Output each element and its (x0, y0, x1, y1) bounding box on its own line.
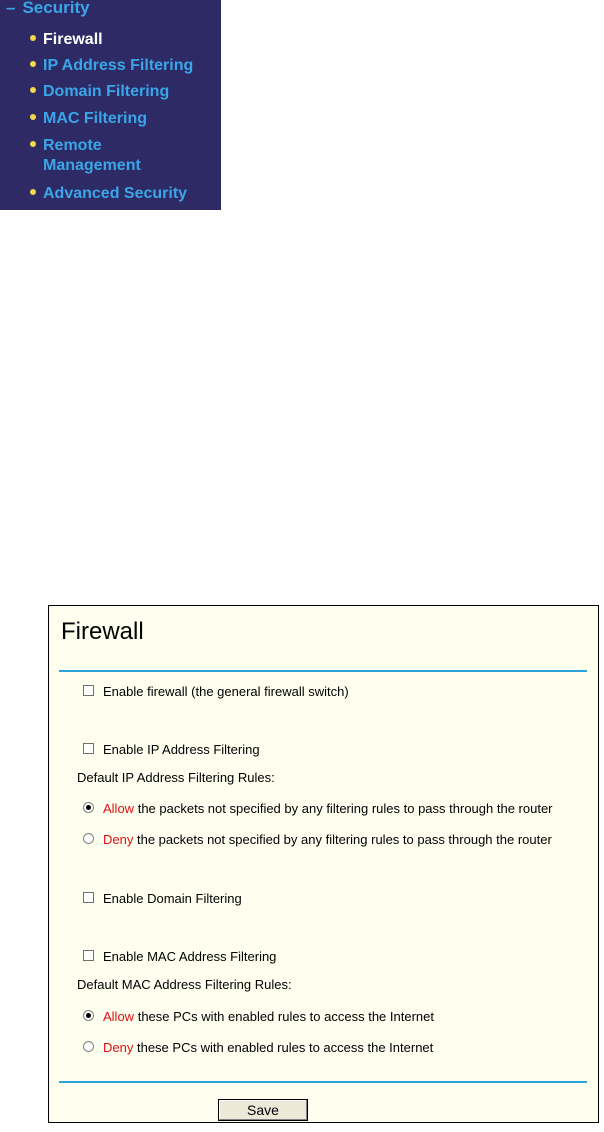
enable-domain-filtering-checkbox[interactable] (83, 892, 94, 903)
mac-allow-radio[interactable] (83, 1010, 94, 1021)
bullet-icon (30, 114, 36, 120)
enable-ip-filtering-row (83, 742, 260, 757)
menu-item-mac-filtering[interactable]: MAC Filtering (30, 109, 147, 129)
mac-allow-keyword: Allow (103, 1009, 135, 1024)
page-title: Firewall (61, 618, 144, 645)
enable-firewall-row (83, 684, 349, 699)
ip-allow-text: the packets not specified by any filtering rules to pass through the router (137, 801, 553, 816)
sidebar-menu (0, 0, 221, 210)
bullet-icon (30, 61, 36, 67)
mac-deny-radio[interactable] (83, 1041, 94, 1052)
save-button[interactable]: Save (218, 1099, 308, 1121)
divider (59, 1081, 587, 1083)
enable-mac-filtering-checkbox[interactable] (83, 950, 94, 961)
ip-allow-keyword: Allow (103, 801, 135, 816)
menu-section-security[interactable] (6, 0, 90, 18)
menu-item-remote-management[interactable]: Remote Management (30, 136, 141, 176)
ip-deny-row (83, 832, 552, 847)
ip-allow-row (83, 801, 553, 816)
mac-allow-row (83, 1009, 434, 1024)
ip-deny-keyword: Deny (103, 832, 134, 847)
bullet-icon (30, 141, 36, 147)
ip-rules-heading: Default IP Address Filtering Rules: (77, 770, 275, 785)
divider (59, 670, 587, 672)
enable-mac-filtering-row (83, 949, 276, 964)
enable-ip-filtering-checkbox[interactable] (83, 743, 94, 754)
ip-allow-radio[interactable] (83, 802, 94, 813)
mac-allow-text: these PCs with enabled rules to access the Internet (137, 1009, 434, 1024)
mac-deny-text: these PCs with enabled rules to access the Internet (136, 1040, 434, 1055)
enable-ip-filtering-label: Enable IP Address Filtering (103, 742, 260, 757)
enable-firewall-checkbox[interactable] (83, 685, 94, 696)
bullet-icon (30, 189, 36, 195)
firewall-panel (48, 605, 599, 1123)
enable-mac-filtering-label: Enable MAC Address Filtering (103, 949, 277, 964)
ip-deny-radio[interactable] (83, 833, 94, 844)
menu-item-domain-filtering[interactable]: Domain Filtering (30, 82, 169, 102)
menu-section-label: Security (22, 0, 90, 17)
menu-item-ip-address-filtering[interactable]: IP Address Filtering (30, 56, 193, 76)
enable-firewall-label: Enable firewall (the general firewall switch) (103, 684, 349, 699)
bullet-icon (30, 35, 36, 41)
collapse-icon[interactable]: – (6, 0, 16, 17)
ip-deny-text: the packets not specified by any filtering rules to pass through the router (136, 832, 552, 847)
menu-item-firewall[interactable]: Firewall (30, 30, 103, 50)
mac-deny-keyword: Deny (103, 1040, 134, 1055)
mac-rules-heading: Default MAC Address Filtering Rules: (77, 977, 292, 992)
menu-item-advanced-security[interactable]: Advanced Security (30, 184, 187, 204)
enable-domain-filtering-label: Enable Domain Filtering (103, 891, 242, 906)
enable-domain-filtering-row (83, 891, 242, 906)
mac-deny-row (83, 1040, 433, 1055)
bullet-icon (30, 87, 36, 93)
